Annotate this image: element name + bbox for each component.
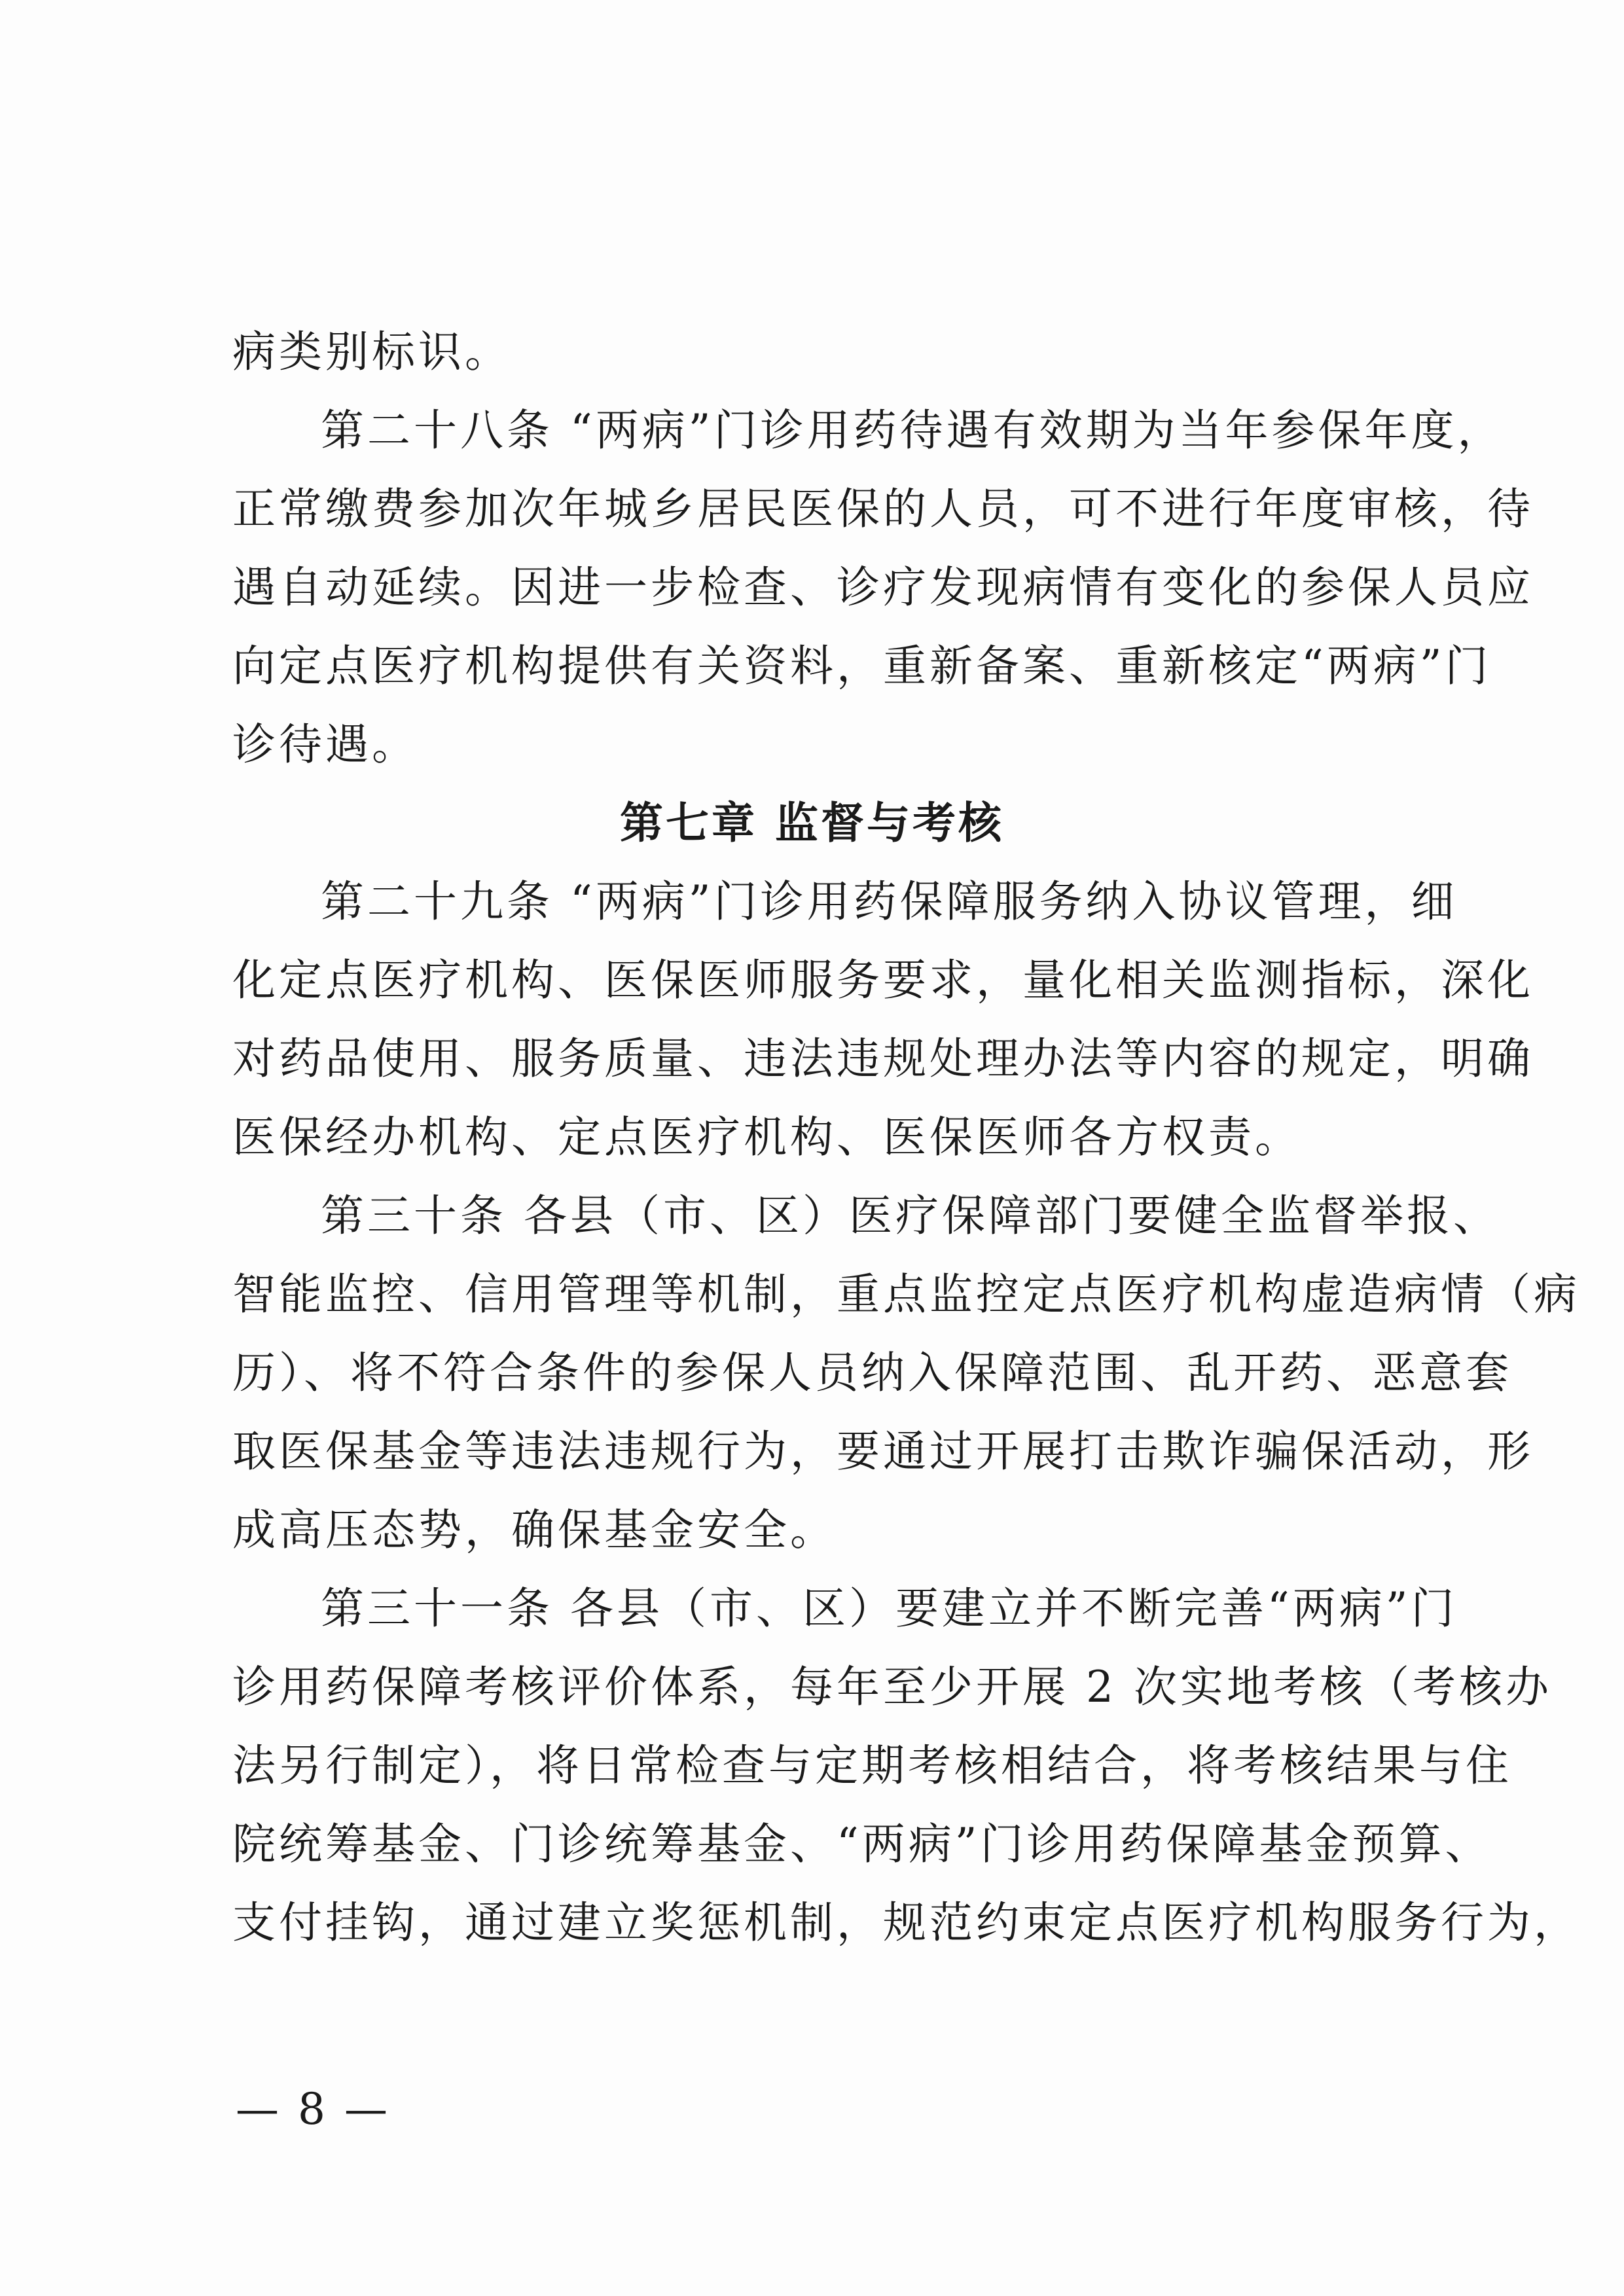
page-number: — 8 — [236, 2084, 390, 2134]
article-31-heading-line: 第三十一条 各县（市、区）要建立并不断完善“两病”门 [321, 1583, 1458, 1634]
article-29-heading-line: 第二十九条 “两病”门诊用药保障服务纳入协议管理，细 [321, 876, 1458, 927]
text-line: 正常缴费参加次年城乡居民医保的人员，可不进行年度审核，待 [232, 484, 1534, 534]
text-line: 法另行制定），将日常检查与定期考核相结合，将考核结果与住 [232, 1740, 1512, 1791]
text-line: 取医保基金等违法违规行为，要通过开展打击欺诈骗保活动，形 [232, 1426, 1534, 1477]
text-line: 医保经办机构、定点医疗机构、医保医师各方权责。 [232, 1112, 1301, 1162]
text-line: 智能监控、信用管理等机制，重点监控定点医疗机构虚造病情（病 [232, 1269, 1580, 1319]
text-line: 院统筹基金、门诊统筹基金、“两病”门诊用药保障基金预算、 [232, 1819, 1492, 1869]
text-line: 病类别标识。 [232, 327, 511, 377]
text-line: 对药品使用、服务质量、违法违规处理办法等内容的规定，明确 [232, 1033, 1534, 1084]
text-line: 化定点医疗机构、医保医师服务要求，量化相关监测指标，深化 [232, 955, 1534, 1005]
article-28-heading-line: 第二十八条 “两病”门诊用药待遇有效期为当年参保年度， [321, 405, 1504, 456]
chapter-heading: 第七章 监督与考核 [620, 798, 1004, 848]
text-line: 遇自动延续。因进一步检查、诊疗发现病情有变化的参保人员应 [232, 562, 1534, 613]
text-line: 诊待遇。 [232, 719, 418, 770]
text-line: 诊用药保障考核评价体系，每年至少开展 2 次实地考核（考核办 [232, 1662, 1552, 1712]
text-line: 成高压态势，确保基金安全。 [232, 1505, 837, 1555]
article-30-heading-line: 第三十条 各县（市、区）医疗保障部门要健全监督举报、 [321, 1191, 1500, 1241]
text-line: 支付挂钩，通过建立奖惩机制，规范约束定点医疗机构服务行为， [232, 1897, 1580, 1948]
text-line: 历）、将不符合条件的参保人员纳入保障范围、乱开药、恶意套 [232, 1348, 1512, 1398]
text-line: 向定点医疗机构提供有关资料，重新备案、重新核定“两病”门 [232, 641, 1492, 691]
